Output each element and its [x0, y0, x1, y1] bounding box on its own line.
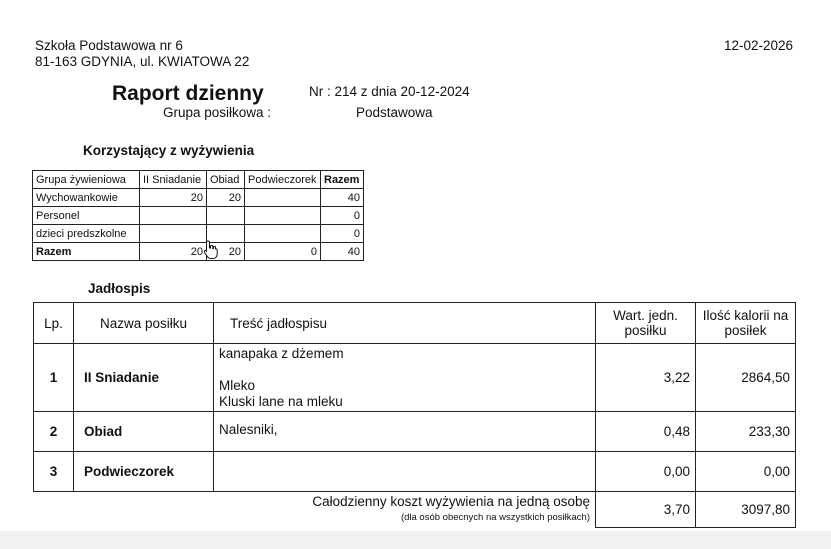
lp-cell: 3	[34, 452, 74, 492]
group-cell: Personel	[33, 207, 140, 225]
bottom-bar	[0, 531, 831, 549]
table-row	[34, 452, 796, 492]
table-total-row	[33, 243, 364, 261]
column-header-line: Ilość kalorii na	[702, 308, 789, 323]
calories-cell: 233,30	[696, 412, 796, 452]
menu-line	[219, 362, 590, 378]
meal-group-label: Grupa posiłkowa :	[163, 105, 272, 120]
table-row	[34, 412, 796, 452]
breakfast2-cell	[140, 207, 207, 225]
column-header: Obiad	[207, 171, 245, 189]
snack-cell: 0	[245, 243, 321, 261]
total-cell: 40	[321, 243, 364, 261]
group-cell: Wychowankowie	[33, 189, 140, 207]
menu-table	[33, 302, 796, 528]
beneficiaries-table	[32, 170, 364, 261]
snack-cell	[245, 207, 321, 225]
report-number: Nr : 214 z dnia 20-12-2024	[309, 84, 470, 99]
table-footer-row	[34, 492, 796, 528]
lunch-cell: 20	[207, 189, 245, 207]
menu-content-cell	[214, 344, 596, 412]
total-cell: 0	[321, 225, 364, 243]
daily-calories-value: 3097,80	[696, 492, 796, 528]
table-row	[33, 189, 364, 207]
group-cell: dzieci predszkolne	[33, 225, 140, 243]
column-header-line: posiłku	[624, 323, 667, 338]
school-address: 81-163 GDYNIA, ul. KWIATOWA 22	[35, 54, 250, 69]
unit-value-cell: 3,22	[596, 344, 696, 412]
table-row	[33, 207, 364, 225]
column-header-calories	[696, 303, 796, 344]
meal-name-cell: II Sniadanie	[74, 344, 214, 412]
menu-content-cell	[214, 452, 596, 492]
breakfast2-cell	[140, 225, 207, 243]
column-header: II Sniadanie	[140, 171, 207, 189]
daily-cost-sublabel: (dla osób obecnych na wszystkich posiłkach)	[400, 512, 590, 523]
column-header-lp: Lp.	[34, 303, 74, 344]
unit-value-cell: 0,48	[596, 412, 696, 452]
table-row	[33, 225, 364, 243]
hand-cursor-icon	[203, 240, 219, 260]
column-header: Razem	[321, 171, 364, 189]
breakfast2-cell: 20	[140, 243, 207, 261]
print-date: 12-02-2026	[723, 38, 793, 53]
column-header: Grupa żywieniowa	[33, 171, 140, 189]
snack-cell	[245, 189, 321, 207]
meal-group-value: Podstawowa	[356, 105, 433, 120]
menu-content-cell: Nalesniki,	[214, 412, 596, 452]
meal-name-cell: Obiad	[74, 412, 214, 452]
report-title: Raport dzienny	[112, 82, 264, 105]
school-name: Szkoła Podstawowa nr 6	[35, 38, 183, 53]
breakfast2-cell: 20	[140, 189, 207, 207]
column-header-line: Wart. jedn.	[613, 308, 678, 323]
meal-name-cell: Podwieczorek	[74, 452, 214, 492]
daily-cost-value: 3,70	[596, 492, 696, 528]
column-header-line: posiłek	[724, 323, 767, 338]
menu-title: Jadłospis	[88, 281, 151, 296]
daily-cost-label: Całodzienny koszt wyżywienia na jedną osobę	[312, 494, 590, 509]
unit-value-cell: 0,00	[596, 452, 696, 492]
total-cell: 40	[321, 189, 364, 207]
table-row	[34, 344, 796, 412]
menu-line: Mleko	[219, 378, 256, 393]
table-header-row	[34, 303, 796, 344]
menu-line: kanapaka z dżemem	[219, 346, 344, 361]
beneficiaries-title: Korzystający z wyżywienia	[83, 143, 255, 158]
column-header-unit-value	[596, 303, 696, 344]
empty-cell	[34, 492, 74, 528]
lunch-cell	[207, 207, 245, 225]
lp-cell: 2	[34, 412, 74, 452]
table-header-row	[33, 171, 364, 189]
snack-cell	[245, 225, 321, 243]
group-cell: Razem	[33, 243, 140, 261]
column-header-content: Treść jadłospisu	[214, 303, 596, 344]
menu-line: Kluski lane na mleku	[219, 394, 343, 409]
daily-cost-label-cell	[74, 492, 596, 528]
lp-cell: 1	[34, 344, 74, 412]
column-header: Podwieczorek	[245, 171, 321, 189]
calories-cell: 0,00	[696, 452, 796, 492]
lunch-cell: 20	[207, 243, 245, 261]
calories-cell: 2864,50	[696, 344, 796, 412]
total-cell: 0	[321, 207, 364, 225]
column-header-name: Nazwa posiłku	[74, 303, 214, 344]
